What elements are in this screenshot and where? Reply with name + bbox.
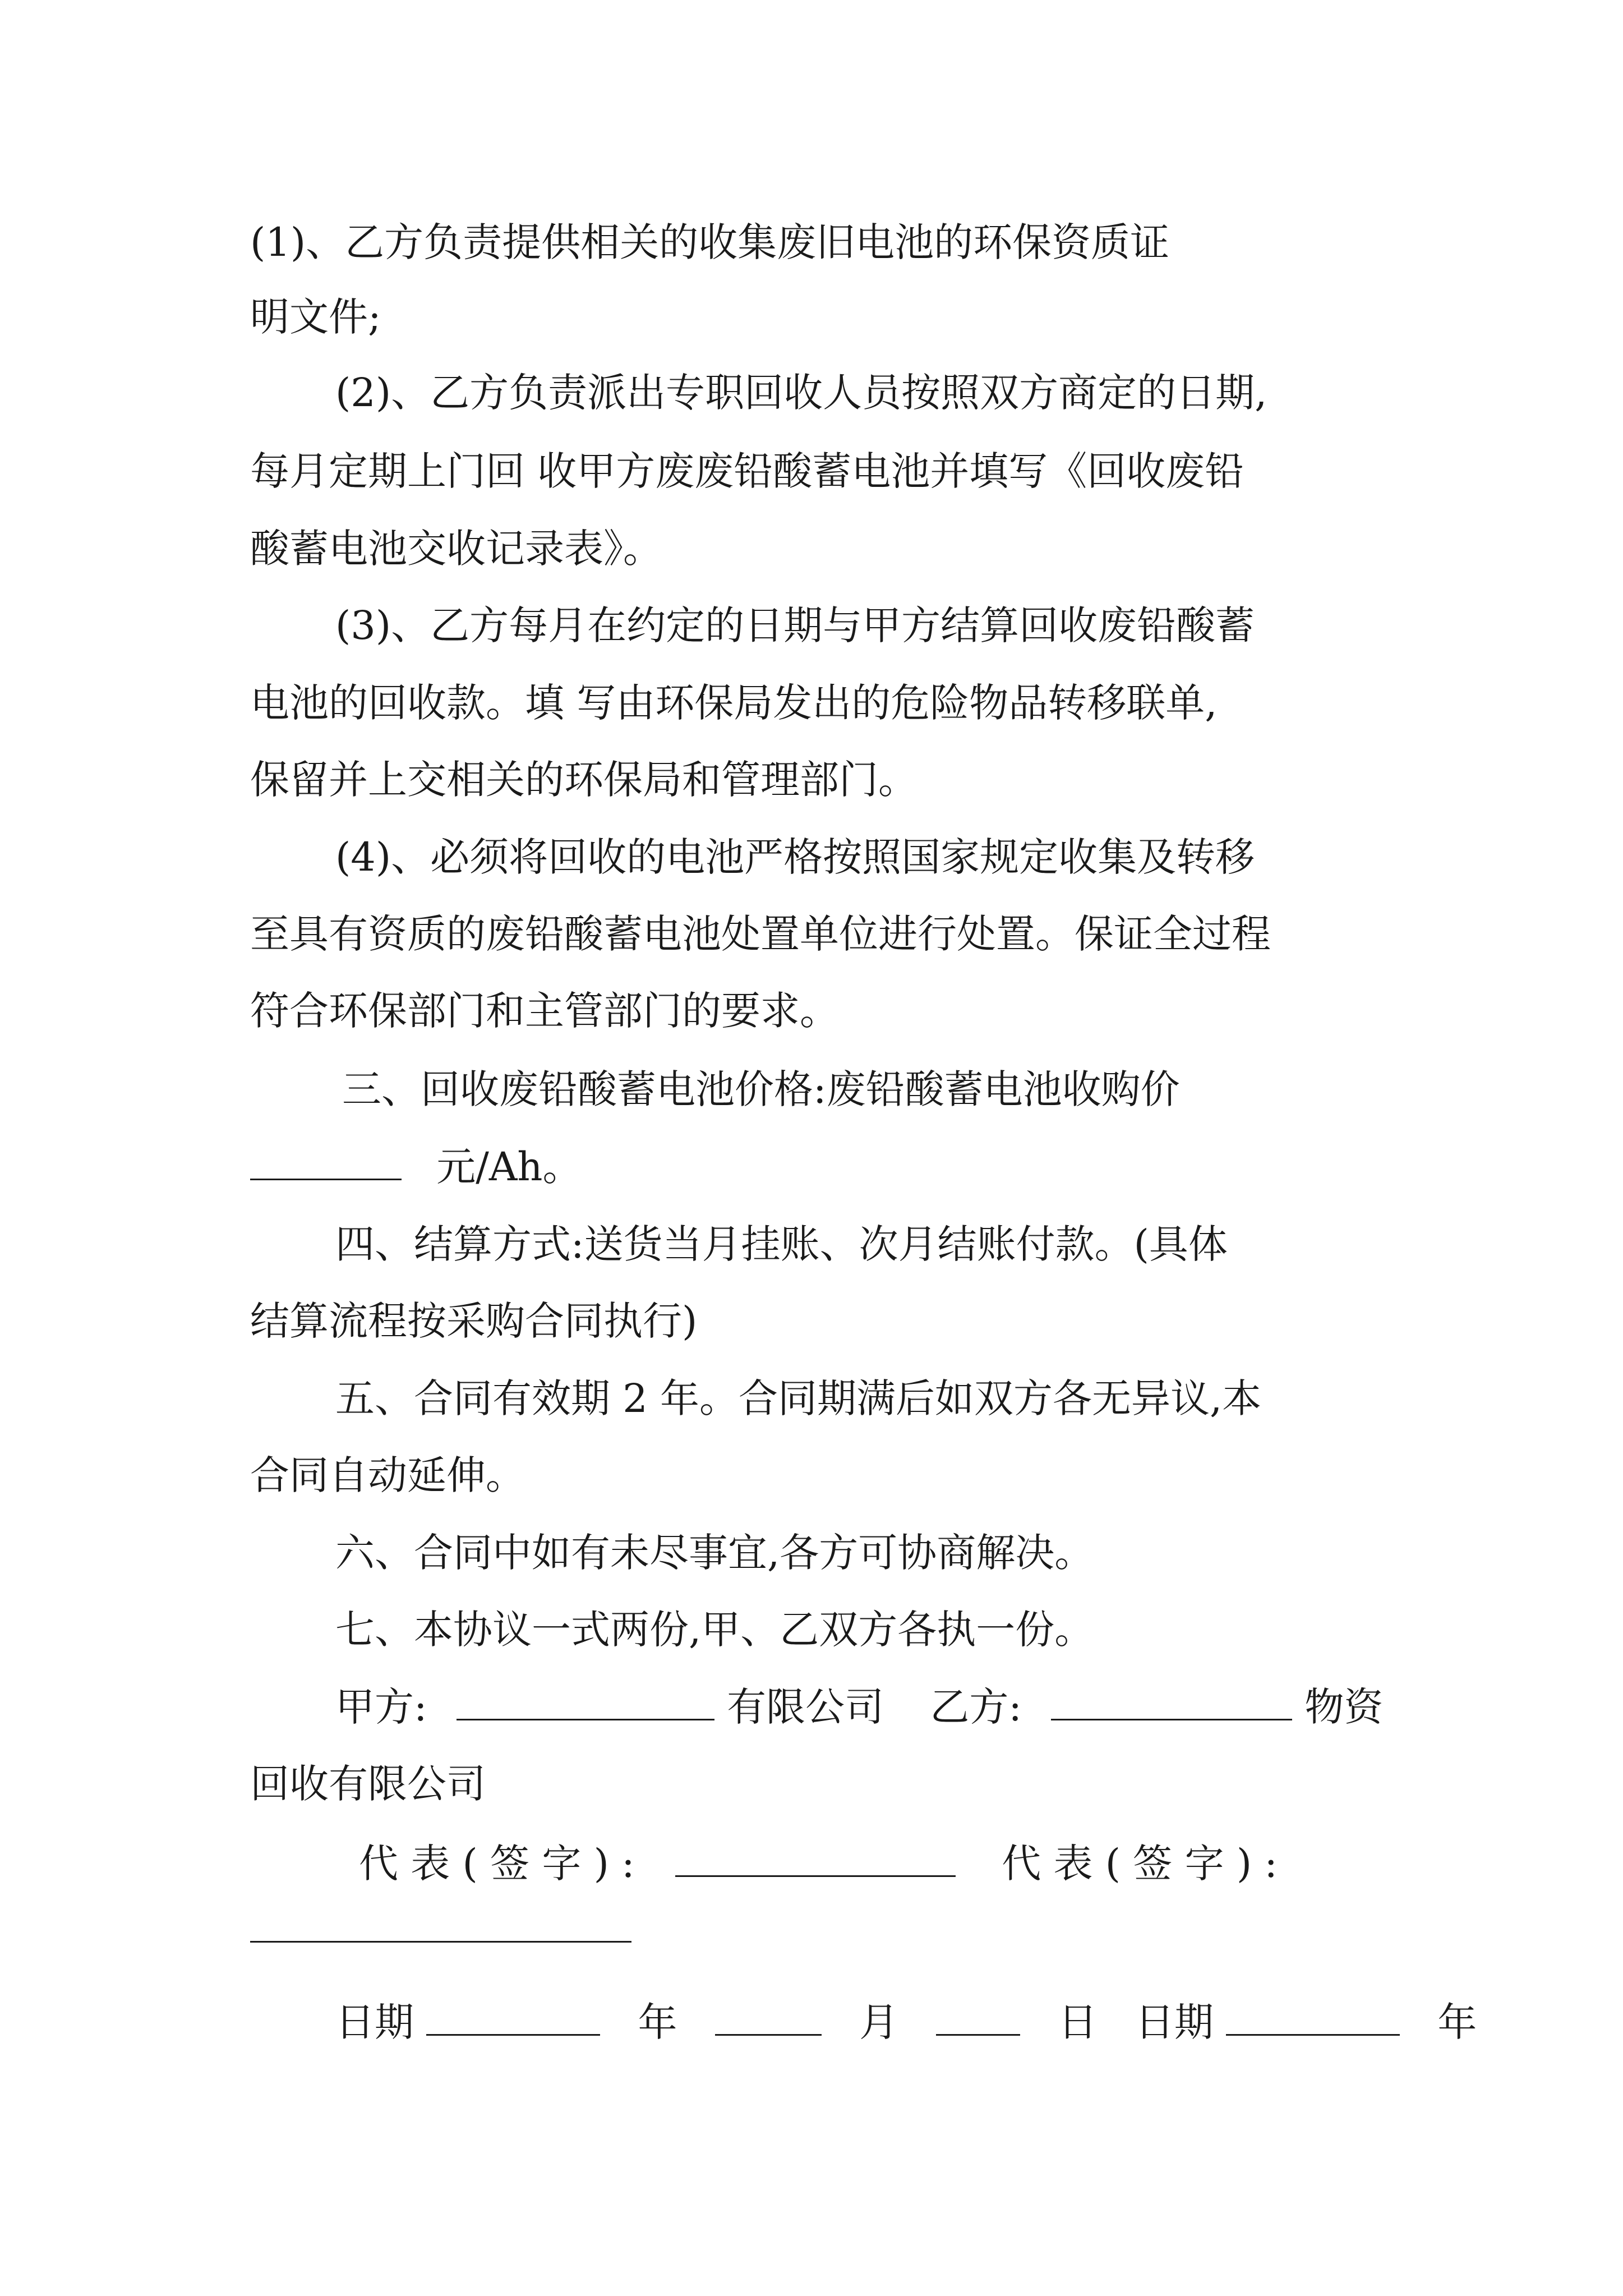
date-b-label: 日期 [1135, 1999, 1214, 2045]
clause-4-line-1 [335, 823, 1390, 891]
date-a-month-field[interactable] [715, 1995, 822, 2036]
section-5-text-cont: 合同自动延伸。 [250, 1452, 525, 1498]
clause-2-text-end: 酸蓄电池交收记录表》。 [250, 526, 662, 572]
clause-1-text: (1)、乙方负责提供相关的收集废旧电池的环保资质证 [250, 219, 1170, 265]
date-line [335, 1989, 1623, 2056]
parties-line-2 [250, 1750, 1623, 1818]
section-7-text: 七、本协议一式两份,甲、乙双方各执一份。 [335, 1607, 1094, 1653]
clause-2-text: (2)、乙方负责派出专职回收人员按照双方商定的日期, [335, 370, 1267, 416]
clause-2-line-2 [250, 438, 1378, 505]
party-a-label: 甲方: [335, 1684, 427, 1730]
clause-4-text-end: 符合环保部门和主管部门的要求。 [250, 988, 839, 1034]
rep-b-label: 代 表 ( 签 字 ) : [1002, 1841, 1278, 1887]
year-a-label: 年 [638, 1999, 677, 2045]
section-6-line [335, 1519, 1623, 1586]
clause-3-text: (3)、乙方每月在约定的日期与甲方结算回收废铅酸蓄 [335, 602, 1255, 648]
clause-3-text-end: 保留并上交相关的环保局和管理部门。 [250, 757, 917, 803]
clause-4-text: (4)、必须将回收的电池严格按照国家规定收集及转移 [335, 834, 1255, 880]
date-a-label: 日期 [335, 1999, 414, 2045]
party-a-suffix: 有限公司 [727, 1684, 884, 1730]
clause-2-text-cont: 每月定期上门回 收甲方废废铅酸蓄电池并填写《回收废铅 [250, 448, 1244, 494]
clause-3-line-3 [250, 746, 1623, 813]
representative-line [359, 1830, 1623, 1897]
clause-4-text-cont: 至具有资质的废铅酸蓄电池处置单位进行处置。保证全过程 [250, 911, 1271, 957]
section-6-text: 六、合同中如有未尽事宜,各方可协商解决。 [335, 1530, 1094, 1576]
clause-3-line-1 [335, 592, 1390, 659]
clause-1-line-1 [250, 209, 1378, 276]
section-4-line-1 [335, 1211, 1390, 1278]
section-5-line-1 [335, 1365, 1390, 1432]
section-3-line-2 [250, 1133, 1623, 1200]
date-a-day-field[interactable] [936, 1995, 1020, 2036]
section-5-text: 五、合同有效期 2 年。合同期满后如双方各无异议,本 [335, 1375, 1262, 1421]
parties-line [335, 1673, 1623, 1741]
price-blank[interactable] [250, 1139, 402, 1180]
rep-a-label: 代 表 ( 签 字 ) : [359, 1841, 635, 1887]
section-3-line-1 [342, 1056, 1385, 1123]
year-b-label: 年 [1437, 1999, 1477, 2045]
date-b-year-field[interactable] [1226, 1995, 1400, 2036]
clause-1-line-2 [250, 283, 1623, 351]
party-b-suffix: 物资 [1304, 1684, 1384, 1730]
price-unit: 元/Ah。 [436, 1144, 582, 1190]
clause-2-line-3 [250, 515, 1623, 582]
section-5-line-2 [250, 1442, 1623, 1509]
clause-3-text-cont: 电池的回收款。填 写由环保局发出的危险物品转移联单, [250, 680, 1218, 726]
party-b-name-cont: 回收有限公司 [250, 1761, 486, 1807]
day-a-label: 日 [1058, 1999, 1098, 2045]
clause-4-line-2 [250, 900, 1378, 968]
party-b-label: 乙方: [930, 1684, 1022, 1730]
clause-2-line-1 [335, 359, 1390, 426]
party-b-name-field[interactable] [1051, 1680, 1292, 1720]
section-4-line-2 [250, 1287, 1623, 1355]
rep-b-signature-field[interactable] [250, 1941, 631, 1943]
section-7-line [335, 1596, 1623, 1663]
clause-4-line-3 [250, 977, 1623, 1045]
date-a-year-field[interactable] [426, 1995, 600, 2036]
section-4-text: 四、结算方式:送货当月挂账、次月结账付款。(具体 [335, 1221, 1228, 1267]
rep-a-signature-field[interactable] [675, 1836, 956, 1877]
section-3-text: 三、回收废铅酸蓄电池价格:废铅酸蓄电池收购价 [342, 1066, 1180, 1112]
month-a-label: 月 [859, 1999, 899, 2045]
clause-1-text-cont: 明文件; [250, 294, 381, 340]
section-4-text-cont: 结算流程按采购合同执行) [250, 1298, 698, 1344]
clause-3-line-2 [250, 669, 1378, 737]
party-a-name-field[interactable] [457, 1680, 714, 1720]
